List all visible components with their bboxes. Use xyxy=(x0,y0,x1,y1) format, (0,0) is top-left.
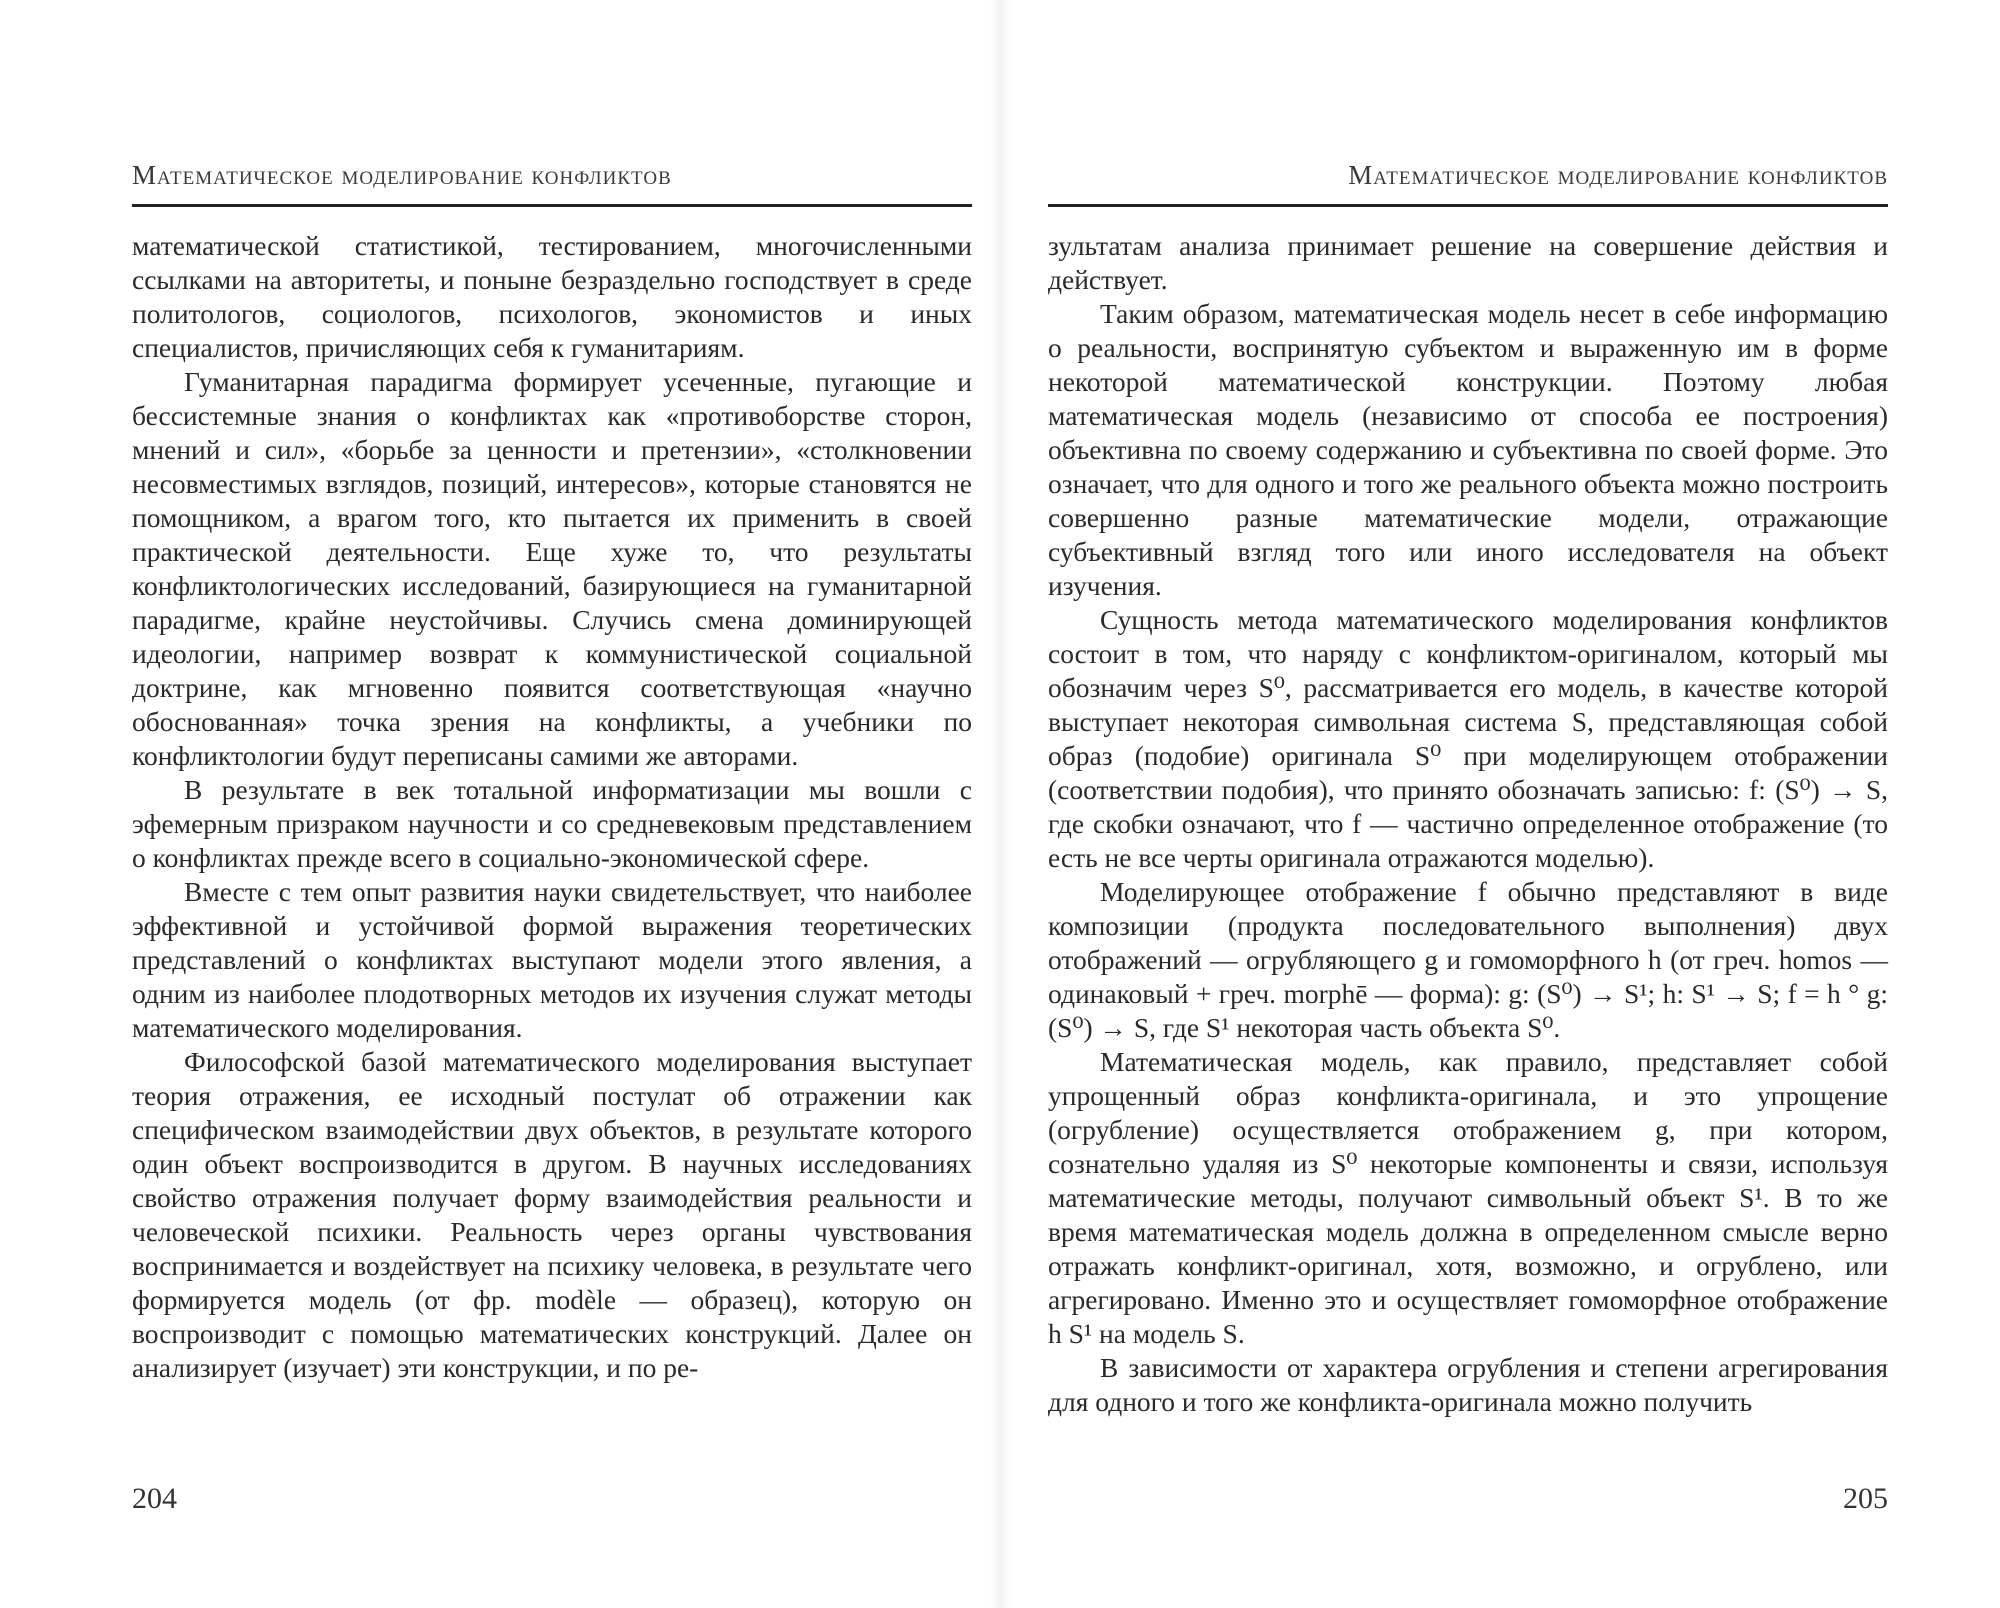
paragraph: Сущность метода математического моделирования конфликтов состоит в том, что наряду с конфликтом-оригиналом, который мы обозначим через S⁰, рассматривается его модель, в качестве которой выступает некоторая символьная система S, представляющая собой образ (подобие) оригинала S⁰ при моделирующем отображении (соответствии подобия), что принято обозначать записью: f: (S⁰) → S, где скобки означают, что f — частично определенное отображение (то есть не все черты оригинала отражаются моделью). xyxy=(1048,604,1888,873)
paragraph: Философской базой математического моделирования выступает теория отражения, ее исходный постулат об отражении как специфическом взаимодействии двух объектов, в результате которого один объект воспроизводится в другом. В научных исследованиях свойство отражения получает форму взаимодействия реальности и человеческой психики. Реальность через органы чувствования воспринимается и воздействует на психику человека, в результате чего формируется модель (от фр. modèle — образец), которую он воспроизводит с помощью математических конструкций. Далее он анализирует (изучает) эти конструкции, и по ре- xyxy=(132,1046,972,1383)
running-head: Математическое моделирование конфликтов xyxy=(1348,160,1888,190)
paragraph: Математическая модель, как правило, представляет собой упрощенный образ конфликта-оригинала, и это упрощение (огрубление) осуществляется отображением g, при котором, сознательно удаляя из S⁰ некоторые компоненты и связи, используя математические методы, получают символьный объект S¹. В то же время математическая модель должна в определенном смысле верно отражать конфликт-оригинал, хотя, возможно, и огрублено, или агрегировано. Именно это и осуществляет гомоморфное отображение h S¹ на модель S. xyxy=(1048,1046,1888,1349)
paragraph: Вместе с тем опыт развития науки свидетельствует, что наиболее эффективной и устойчивой формой выражения теоретических представлений о конфликтах выступают модели этого явления, а одним из наиболее плодотворных методов их изучения служат методы математического моделирования. xyxy=(132,876,972,1043)
left-page xyxy=(132,160,972,1560)
header-rule xyxy=(132,204,972,207)
running-head: Математическое моделирование конфликтов xyxy=(132,160,672,190)
page-number: 204 xyxy=(132,1482,177,1515)
page-number: 205 xyxy=(1843,1482,1888,1515)
paragraph: Моделирующее отображение f обычно представляют в виде композиции (продукта последовательного выполнения) двух отображений — огрубляющего g и гомоморфного h (от греч. homos — одинаковый + греч. morphē — форма): g: (S⁰) → S¹; h: S¹ → S; f = h ° g: (S⁰) → S, где S¹ некоторая часть объекта S⁰. xyxy=(1048,876,1888,1043)
paragraph: математической статистикой, тестированием, многочисленными ссылками на авторитеты, и поныне безраздельно господствует в среде политологов, социологов, психологов, экономистов и иных специалистов, причисляющих себя к гуманитариям. xyxy=(132,230,972,363)
paragraph: Гуманитарная парадигма формирует усеченные, пугающие и бессистемные знания о конфликтах как «противоборстве сторон, мнений и сил», «борьбе за ценности и претензии», «столкновении несовместимых взглядов, позиций, интересов», которые становятся не помощником, а врагом того, кто пытается их применить в своей практической деятельности. Еще хуже то, что результаты конфликтологических исследований, базирующиеся на гуманитарной парадигме, крайне неустойчивы. Случись смена доминирующей идеологии, например возврат к коммунистической социальной доктрине, как мгновенно появится соответствующая «научно обоснованная» точка зрения на конфликты, а учебники по конфликтологии будут переписаны самими же авторами. xyxy=(132,366,972,771)
text-block xyxy=(1048,229,1888,1419)
header-rule xyxy=(1048,204,1888,207)
paragraph: В зависимости от характера огрубления и степени агрегирования для одного и того же конфликта-оригинала можно получить xyxy=(1048,1352,1888,1417)
paragraph: зультатам анализа принимает решение на совершение действия и действует. xyxy=(1048,230,1888,295)
text-block xyxy=(132,229,972,1385)
paragraph: Таким образом, математическая модель несет в себе информацию о реальности, воспринятую субъектом и выраженную им в форме некоторой математической конструкции. Поэтому любая математическая модель (независимо от способа ее построения) объективна по своему содержанию и субъективна по своей форме. Это означает, что для одного и того же реального объекта можно построить совершенно разные математические модели, отражающие субъективный взгляд того или иного исследователя на объект изучения. xyxy=(1048,298,1888,601)
book-gutter xyxy=(990,0,1010,1608)
paragraph: В результате в век тотальной информатизации мы вошли с эфемерным призраком научности и со средневековым представлением о конфликтах прежде всего в социально-экономической сфере. xyxy=(132,774,972,873)
right-page xyxy=(1048,160,1888,1560)
